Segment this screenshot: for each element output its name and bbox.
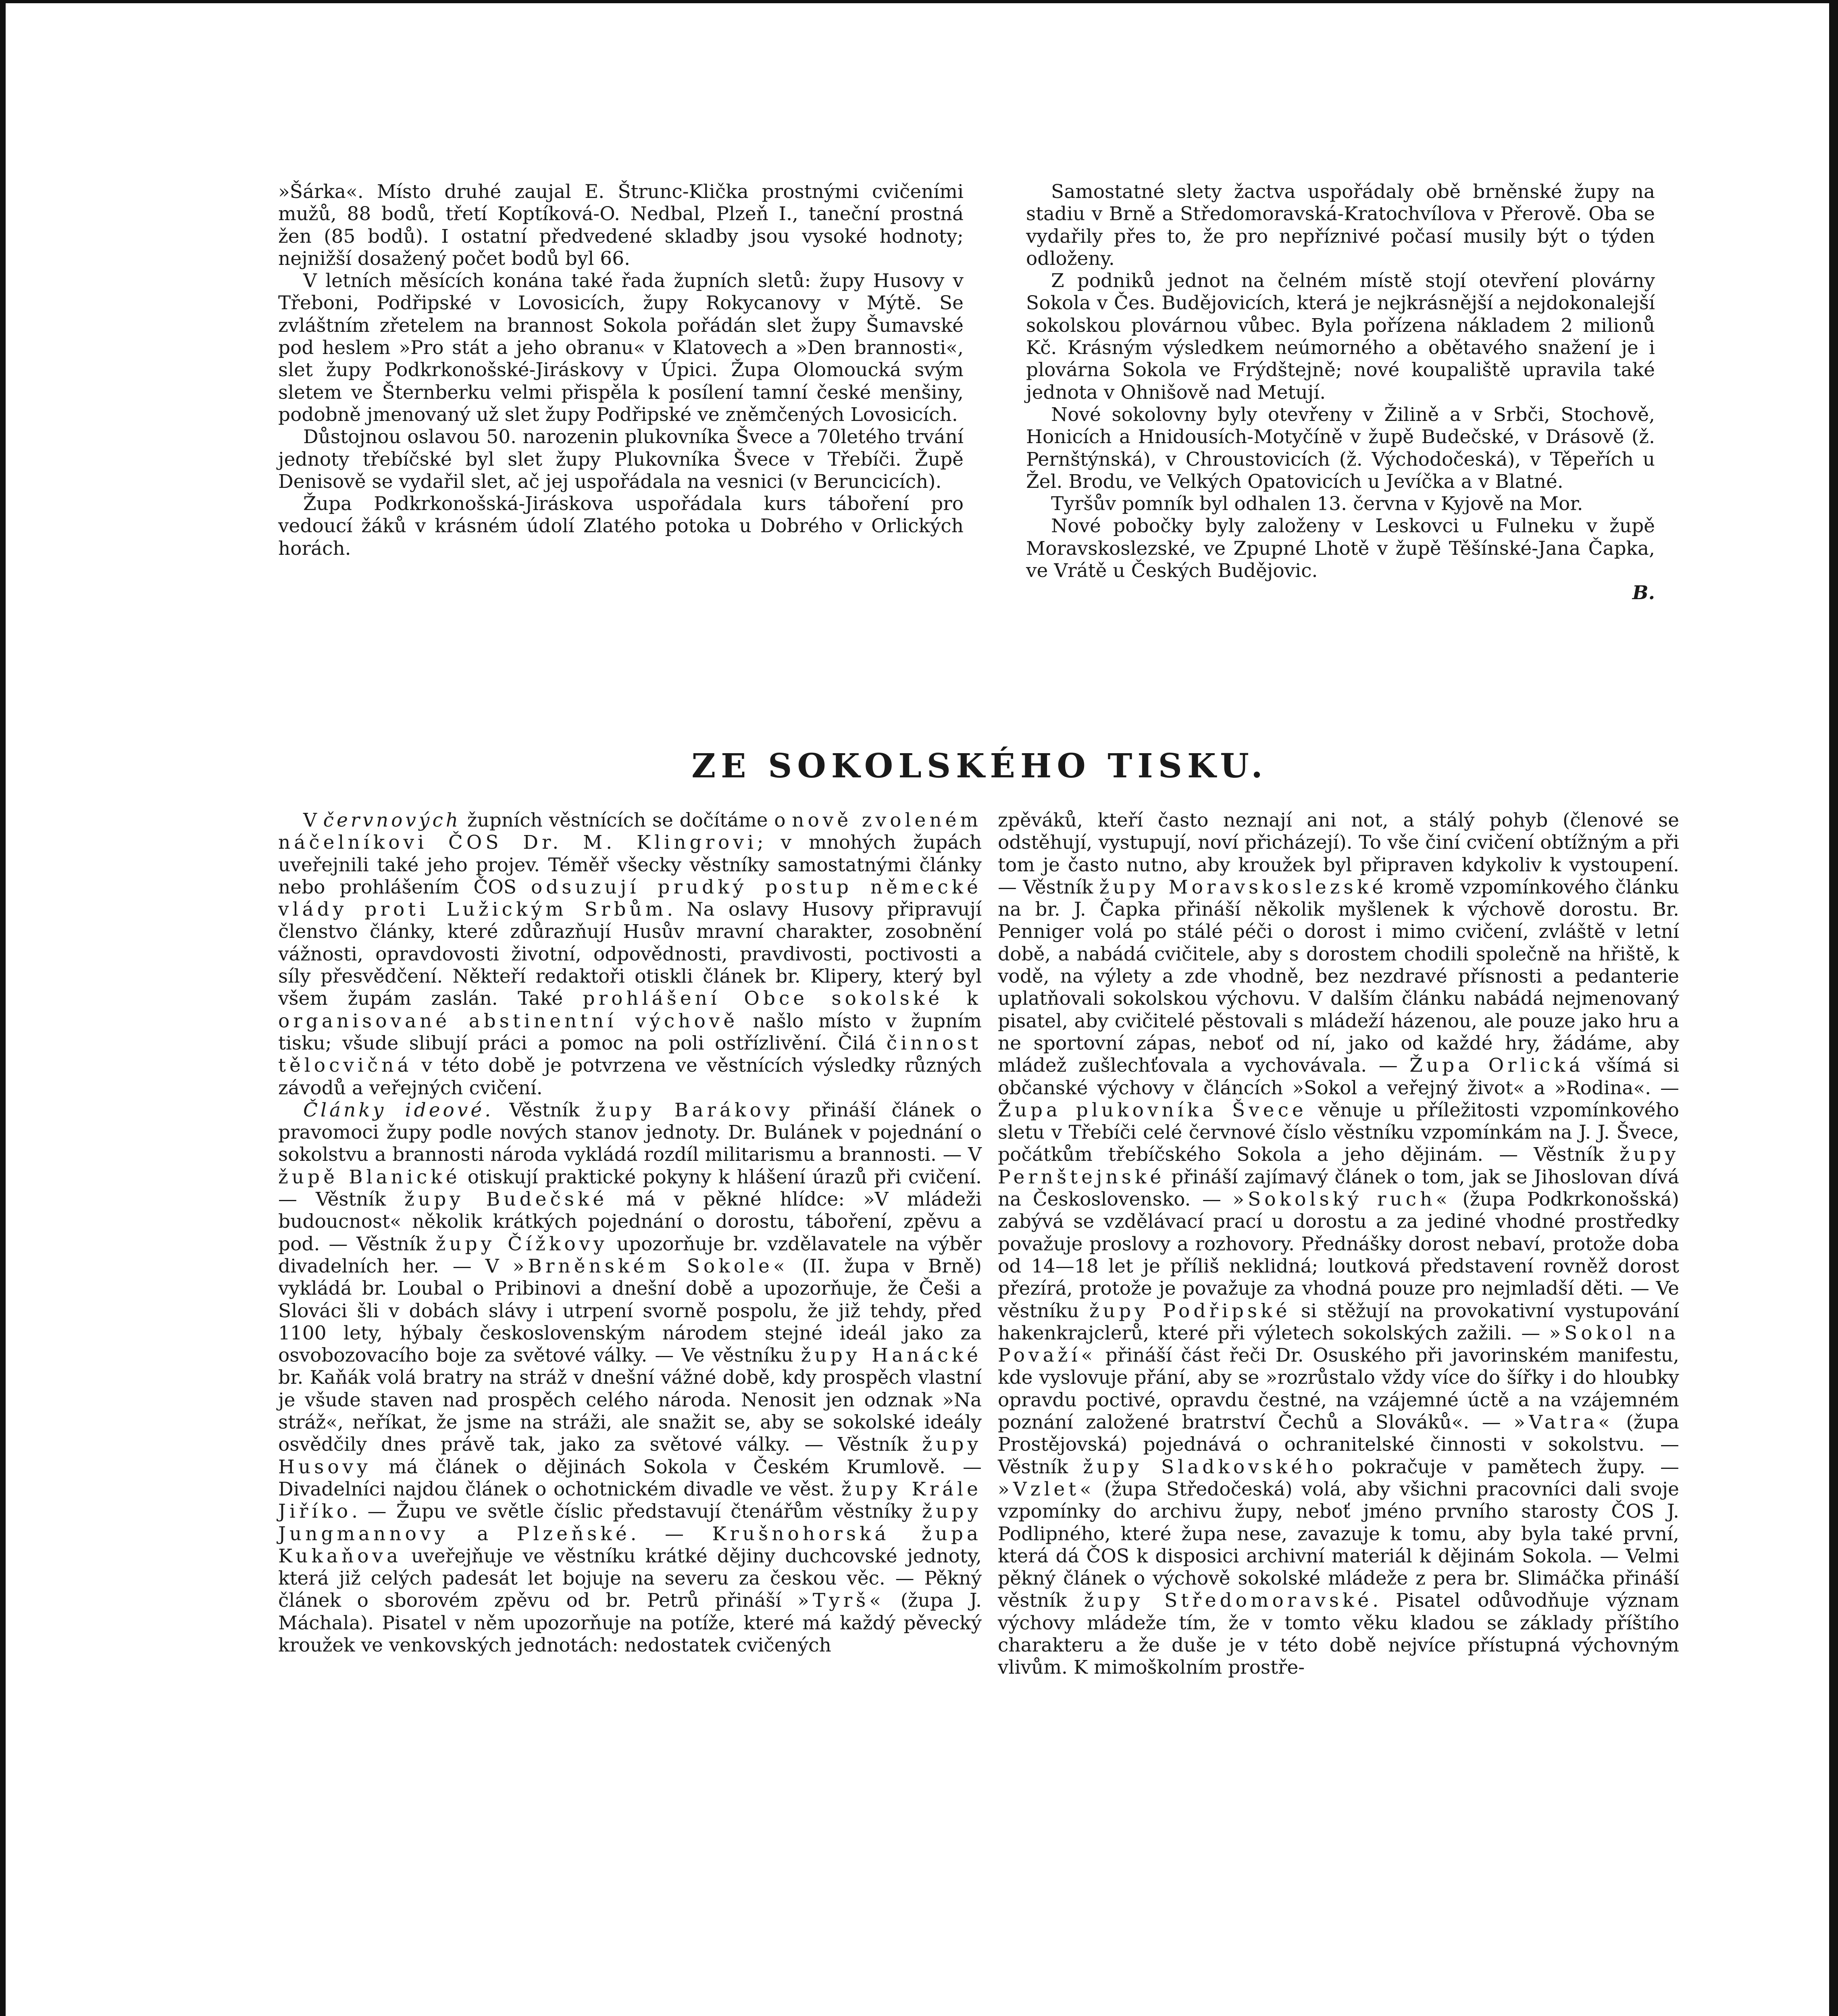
author-signature: B. [1632, 582, 1655, 604]
text-run: (župa Prostějovská) pojednává o ochranitelské činnosti v sokolstvu. — Věstník [998, 1411, 1679, 1478]
spaced-term: župy Barákovy [595, 1099, 793, 1121]
text-run: v této době je potvrzena ve věstnících výsledky různých závodů a veřejných cvičení. [278, 1054, 982, 1099]
text-run: . — [630, 1522, 712, 1545]
text-run: si stěžují na provokativní vystupování hakenkrajclerů, které při výletech sokolských zažili. — [998, 1300, 1679, 1344]
spaced-term: »Vzlet« [998, 1478, 1095, 1500]
bottom-right-column [998, 809, 1679, 1679]
spaced-term: činnost tělocvičná [278, 1032, 982, 1077]
scan-border-top [0, 0, 1838, 3]
text-run: přináší část řeči Dr. Osuského při javorinském manifestu, kde vyslovuje přání, aby se »rozrůstalo vždy více do šířky i do hloubky opravdu poctivé, opravdu čestné, na vzájemné úctě a na vzájemném poznání založené bratrství Čechů a Slováků«. — [998, 1344, 1679, 1434]
paragraph: Z podniků jednot na čelném místě stojí otevření plovárny Sokola v Čes. Budějovicích, která je nejkrásnější a nejdokonalejší sokolskou plovárnou vůbec. Byla pořízena nákladem 2 milionů Kč. Krásným výsledkem neúmorného a obětavého snažení je i plovárna Sokola ve Frýdštejně; nové koupaliště upravila také jednota v Ohnišově nad Metují. [1026, 270, 1655, 404]
paragraph: Nové sokolovny byly otevřeny v Žilině a v Srbči, Stochově, Honicích a Hnidousích-Motyčíně v župě Budečské, v Drásově (ž. Pernštýnská), v Chroustovicích (ž. Východočeská), v Těpeřích u Žel. Brodu, ve Velkých Opatovicích u Jevíčka a v Blatné. [1026, 403, 1655, 493]
text-run: věnuje u příležitosti vzpomínkového sletu v Třebíči celé červnové číslo věstníku vzpomínkám na J. J. Švece, počátkům třebíčského Sokola a jeho dějinám. — Věstník [998, 1099, 1679, 1166]
spaced-term: župy Jungmannovy [278, 1500, 982, 1545]
paragraph: V letních měsících konána také řada župních sletů: župy Husovy v Třeboni, Podřipské v Lovosicích, župy Rokycanovy v Mýtě. Se zvláštním zřetelem na brannost Sokola pořádán slet župy Šumavské pod heslem »Pro stát a jeho obranu« v Klatovech a »Den brannosti«, slet župy Podkrkonošské-Jiráskovy v Úpici. Župa Olomoucká svým sletem ve Šternberku velmi přispěla k posílení tamní české menšiny, podobně jmenovaný už slet župy Podřipské ve zněmčených Lovosicích. [278, 270, 964, 426]
spaced-term: »Sokol na Považí« [998, 1322, 1679, 1367]
text-run: ; v mnohých župách uveřejnili také jeho projev. Téměř všecky věstníky samostatnými články nebo prohlášením ČOS [278, 831, 982, 898]
spaced-term: »Sokolský ruch« [1232, 1188, 1451, 1211]
spaced-term: župě Blanické [278, 1166, 461, 1188]
text-run: . — Župu ve světle číslic představují čtenářům věstníky [352, 1500, 922, 1523]
text-run: zpěváků, kteří často neznají ani not, a stálý pohyb (členové se odstěhují, vystupují, noví přicházejí). To vše činí cvičení obtížným a při tom je často nutno, aby kroužek byl připraven kdykoliv k vystoupení. — Věstník [998, 809, 1679, 898]
text-run: V [303, 809, 323, 831]
spaced-term: župy Hanácké [801, 1344, 982, 1367]
spaced-term: Krušnohorská župa Kukaňova [278, 1522, 982, 1567]
text-run: pokračuje v pamětech župy. — [1336, 1456, 1679, 1478]
top-left-column [278, 181, 964, 560]
spaced-term: župy Husovy [278, 1433, 982, 1478]
spaced-term: Župa plukovníka Švece [998, 1099, 1307, 1121]
paragraph-continued [998, 809, 1679, 1679]
text-run: přináší zajímavý článek o tom, jak se Jihoslovan dívá na Československo. — [998, 1166, 1679, 1211]
text-run: (župa Podkrkonošská) zabývá se vzdělávací prací u dorostu a za jediné vhodné prostředky považuje proslovy a rozhovory. Přednášky dorost nebaví, protože doba od 14—18 let je příliš neklidná; loutková představení rovněž dorost přezírá, protože je považuje za vhodná pouze pro nejmladší děti. — Ve věstníku [998, 1188, 1679, 1322]
emphasis: červnových [323, 809, 461, 831]
paragraph: Nové pobočky byly založeny v Leskovci u Fulneku v župě Moravskoslezské, ve Zpupné Lhotě v župě Těšínské-Jana Čapka, ve Vrátě u Českých Budějovic. [1026, 515, 1655, 582]
spaced-term: župy Středomoravské [1084, 1589, 1373, 1612]
spaced-term: župy Budečské [404, 1188, 608, 1211]
paragraph: »Šárka«. Místo druhé zaujal E. Štrunc-Klička prostnými cvičeními mužů, 88 bodů, třetí Koptíková-O. Nedbal, Plzeň I., taneční prostná žen (85 bodů). I ostatní předvedené skladby jsou vysoké hodnoty; nejnižší dosažený počet bodů byl 66. [278, 181, 964, 270]
spaced-term: odsuzují prudký postup německé vlády proti Lužickým Srbům [278, 876, 982, 921]
paragraph: Samostatné slety žactva uspořádaly obě brněnské župy na stadiu v Brně a Středomoravská-Kratochvílova v Přerově. Oba se vydařily přes to, že pro nepříznivé počasí musily být o týden odloženy. [1026, 181, 1655, 270]
text-run: . Pisatel odůvodňuje význam výchovy mládeže tím, že v tomto věku kladou se základy příštího charakteru a že duše je v této době nejvíce přístupná výchovným vlivům. K mimoškolním prostře- [998, 1589, 1679, 1679]
top-right-column [1026, 181, 1655, 604]
text-run: župních věstnících se dočítáme o [461, 809, 792, 831]
spaced-term: nově zvoleném náčelníkovi ČOS Dr. M. Klingrovi [278, 809, 982, 854]
spaced-term: župy Čížkovy [435, 1233, 608, 1255]
paragraph: Důstojnou oslavou 50. narozenin plukovníka Švece a 70letého trvání jednoty třebíčské byl slet župy Plukovníka Švece v Třebíči. Župě Denisově se vydařil slet, ač jej uspořádala na vesnici (v Beruncicích). [278, 426, 964, 493]
spaced-term: Župa Orlická [1409, 1054, 1584, 1077]
text-run: Věstník [493, 1099, 595, 1121]
text-run: uveřejňuje ve věstníku krátké dějiny duchcovské jednoty, která již celých padesát let bojuje na severu za českou věc. — Pěkný článek o sborovém zpěvu od br. Petrů přináší [278, 1545, 982, 1612]
spaced-term: župy Sladkovského [1083, 1456, 1337, 1478]
paragraph: Župa Podkrkonošská-Jiráskova uspořádala kurs táboření pro vedoucí žáků v krásném údolí Zlatého potoka u Dobrého v Orlických horách. [278, 493, 964, 560]
text-run: upozorňuje br. vzdělavatele na výběr divadelních her. — V [278, 1233, 982, 1277]
text-run: otiskují praktické pokyny k hlášení úrazů při cvičení. — Věstník [278, 1166, 982, 1211]
spaced-term: župy Podřipské [1089, 1300, 1291, 1322]
scan-border-left [0, 0, 6, 2016]
spaced-term: »Tyrš« [797, 1589, 885, 1612]
scan-border-right [1829, 0, 1838, 2016]
spaced-term: Plzeňské [516, 1522, 631, 1545]
spaced-term: župy Moravskoslezské [1099, 876, 1387, 898]
text-run: přináší článek o pravomoci župy podle nových stanov jednoty. Dr. Bulánek v pojednání o sokolstvu a brannosti národa vykládá rozdíl militarismu a brannosti. — V [278, 1099, 982, 1166]
bottom-left-column [278, 809, 982, 1656]
text-run: (II. župa v Brně) vykládá br. Loubal o Pribinovi a dnešní době a upozorňuje, že Češi a Slováci šli v dobách slávy i utrpení svorně pospolu, že již tehdy, před 1100 lety, hýbaly československým národem stejné ideál jako za osvobozovacího boje za světové války. — Ve věstníku [278, 1255, 982, 1367]
text-run: kromě vzpomínkového článku na br. J. Čapka přináší několik myšlenek k výchově dorostu. Br. Penniger volá po stálé péči o dorost i mimo cvičení, zvláště v letní době, a nabádá cvičitele, aby s dorostem chodili společně na hřiště, k vodě, na výlety a zde vhodně, bez nezdravé přísnosti a pedanterie uplatňovali sokolskou výchovu. V dalším článku nabádá nejmenovaný pisatel, aby cvičitelé pěstovali s mládeží házenou, ale pouze jako hru a ne sportovní zápas, neboť od ní, jako od každé hry, žádáme, aby mládež zušlechťovala a vychovávala. — [998, 876, 1679, 1077]
text-run: všímá si občanské výchovy v článcích »Sokol a veřejný život« a »Rodina«. — [998, 1054, 1679, 1099]
emphasis: Články ideové. [303, 1099, 494, 1121]
spaced-term: »Vatra« [1513, 1411, 1613, 1434]
section-title: ZE SOKOLSKÉHO TISKU. [691, 747, 1268, 785]
text-run: a [449, 1522, 517, 1545]
paragraph: Tyršův pomník byl odhalen 13. června v Kyjově na Mor. [1051, 493, 1583, 515]
text-run: má v pěkné hlídce: »V mládeži budoucnost« několik krátkých pojednání o dorostu, táboření, zpěvu a pod. — Věstník [278, 1188, 982, 1255]
spaced-term: »Brněnském Sokole« [512, 1255, 789, 1277]
paragraph-intro [278, 809, 982, 1099]
spaced-term: prohlášení Obce sokolské k organisované abstinentní výchově [278, 987, 982, 1032]
text-run: (župa Středočeská) volá, aby všichni pracovníci dali svoje vzpomínky do archivu župy, neboť jméno prvního starosty ČOS J. Podlipného, které župa nese, zavazuje k tomu, aby byla také první, která dá ČOS k disposici archivní materiál k dějinám Sokola. — Velmi pěkný článek o výchově sokolské mládeže z pera br. Slimáčka přináší věstník [998, 1478, 1679, 1612]
text-run: br. Kaňák volá bratry na stráž v dnešní vážné době, kdy prospěch vlastní je všude staven nad prospěch celého národa. Nenosit jen odznak »Na stráž«, neříkat, že jsme na stráži, ale snažit se, aby se sokolské ideály osvědčily dnes právě tak, jako za světové války. — Věstník [278, 1366, 982, 1456]
text-run: . Na oslavy Husovy připravují členstvo články, které zdůrazňují Husův mravní charakter, zosobnění vážnosti, opravdovosti životní, odpovědnosti, pravdivosti, poctivosti a síly přesvědčení. Někteří redaktoři otiskli článek br. Klipery, který byl všem župám zaslán. Také [278, 898, 982, 1010]
spaced-term: župy Krále Jiříko [278, 1478, 982, 1523]
text-run: našlo místo v župním tisku; všude slibují práci a pomoc na poli ostřízlivění. Čilá [278, 1010, 982, 1054]
paragraph-ideove [278, 1099, 982, 1656]
spaced-term: župy Pernštejnské [998, 1143, 1679, 1188]
text-run: má článek o dějinách Sokola v Českém Krumlově. — Divadelníci najdou článek o ochotnickém divadle ve věst. [278, 1456, 982, 1500]
text-run: (župa J. Máchala). Pisatel v něm upozorňuje na potíže, které má každý pěvecký kroužek ve venkovských jednotách: nedostatek cvičených [278, 1589, 982, 1656]
